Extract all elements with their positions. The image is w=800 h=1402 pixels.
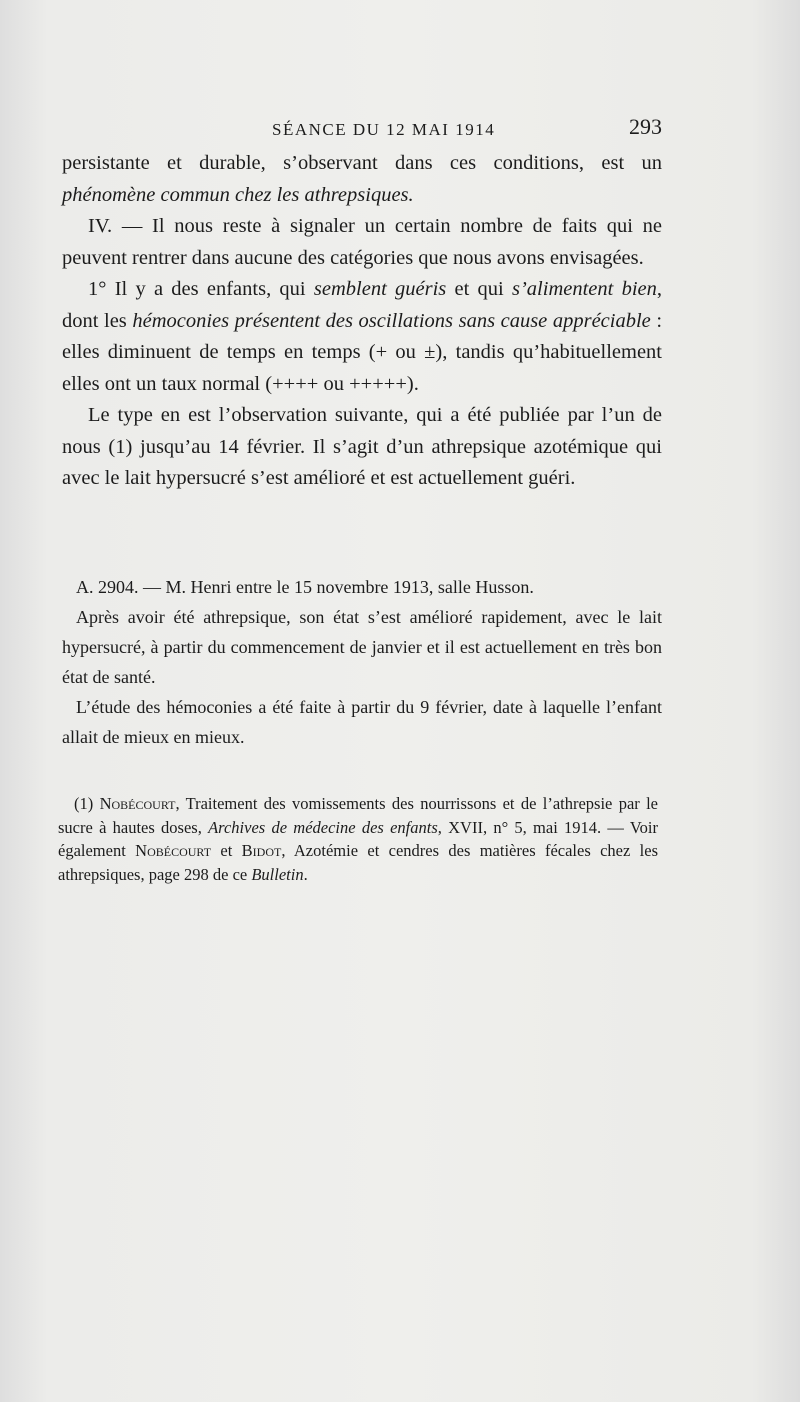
paragraph: IV. — Il nous reste à signaler un certain nombre de faits qui ne peuvent rentrer dans aucune des catégories que nous avons envisagées. [62, 215, 662, 269]
page-number: 293 [629, 114, 662, 139]
running-head: SÉANCE DU 12 MAI 1914 [272, 120, 496, 139]
footnote: (1) Nobécourt, Traitement des vomissements des nourrissons et de l’athrepsie par le sucre à hautes doses, Archives de médecine des enfants, XVII, n° 5, mai 1914. — Voir également Nobécourt et Bidot, Azotémie et cendres des matières fécales chez les athrepsiques, page 298 de ce Bulletin. [58, 794, 659, 884]
observation-line: A. 2904. — M. Henri entre le 15 novembre 1913, salle Husson. [76, 577, 534, 597]
main-text [62, 148, 662, 495]
observation-paragraph: Après avoir été athrepsique, son état s’est amélioré rapidement, avec le lait hypersucré, à partir du commencement de janvier et il est actuellement en très bon état de santé. [62, 607, 662, 687]
observation-block [62, 572, 662, 752]
paragraph: 1° Il y a des enfants, qui semblent guéris et qui s’alimentent bien, dont les hémoconies présentent des oscillations sans cause appréciable : elles diminuent de temps en temps (+ ou ±), tandis qu’habituellement elles ont un taux normal (++++ ou +++++). [62, 278, 663, 395]
observation-paragraph: L’étude des hémoconies a été faite à partir du 9 février, date à laquelle l’enfant allait de mieux en mieux. [62, 697, 662, 747]
paragraph: persistante et durable, s’observant dans ces conditions, est un phénomène commun chez les athrepsiques. [62, 152, 662, 206]
paragraph: Le type en est l’observation suivante, qui a été publiée par l’un de nous (1) jusqu’au 14 février. Il s’agit d’un athrepsique azotémique qui avec le lait hypersucré s’est amélioré et est actuellement guéri. [62, 404, 662, 489]
